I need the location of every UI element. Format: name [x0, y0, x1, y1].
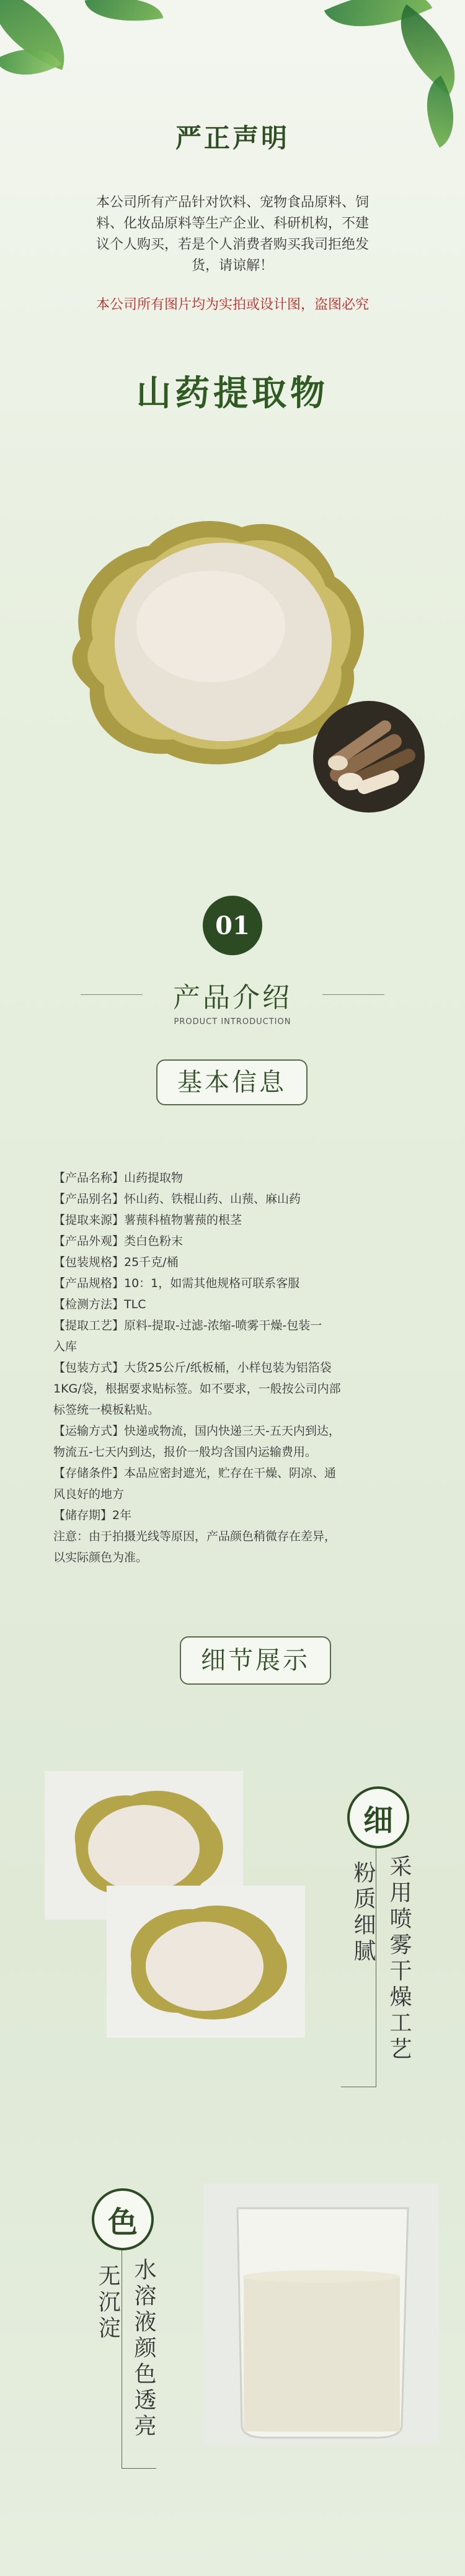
info-line: 【储存期】2年 [53, 1509, 132, 1522]
info-line: 【产品规格】10：1，如需其他规格可联系客服 [53, 1277, 300, 1290]
info-line: 【提取来源】薯蓣科植物薯蓣的根茎 [53, 1213, 242, 1227]
detail-tag: 细节展示 [180, 1636, 331, 1685]
info-line: 【运输方式】快递或物流，国内快递三天-五天内到达， [53, 1424, 340, 1438]
fine-icon: 细 [347, 1786, 409, 1848]
section-subtitle: PRODUCT INTRODUCTION [174, 1017, 291, 1027]
color-feature-text: 无沉淀 [95, 2264, 120, 2342]
info-line: 【产品外观】类白色粉末 [53, 1234, 184, 1248]
color-feature-text: 水溶液颜色透亮 [131, 2258, 156, 2440]
notice-line: 本公司所有产品针对饮料、宠物食品原料、饲 [95, 195, 369, 210]
color-icon: 色 [92, 2188, 154, 2250]
info-line: 注意：由于拍摄光线等原因，产品颜色稍微存在差异， [53, 1530, 337, 1543]
info-line: 【产品别名】怀山药、铁棍山药、山蓣、麻山药 [53, 1192, 301, 1206]
section-title: 产品介绍 [173, 982, 292, 1014]
info-line: 1KG/袋，根据要求贴标签。如不要求，一般按公司内部 [53, 1382, 341, 1396]
callout-line [122, 2468, 156, 2469]
detail-photo-2 [107, 1886, 305, 2038]
section-number-badge: 01 [203, 896, 262, 955]
info-line: 【存储条件】本品应密封遮光，贮存在干燥、阴凉、通 [53, 1466, 337, 1480]
info-line: 风良好的地方 [53, 1487, 125, 1501]
notice-line: 货，请谅解！ [191, 258, 273, 274]
notice-line: 料、化妆品原料等生产企业、科研机构，不建 [95, 216, 369, 231]
info-line: 以实际颜色为准。 [53, 1551, 148, 1564]
info-line: 物流五-七天内到达，报价一般均含国内运输费用。 [53, 1445, 317, 1459]
yam-root-image [313, 701, 425, 813]
info-line: 【检测方法】TLC [53, 1298, 146, 1311]
info-line: 【包装方式】大货25公斤/纸板桶，小样包装为铝箔袋 [53, 1361, 332, 1375]
info-line: 入库 [53, 1340, 78, 1353]
info-line: 【包装规格】25千克/桶 [53, 1255, 179, 1269]
notice-text [56, 192, 409, 277]
notice-title: 严正声明 [175, 123, 290, 153]
product-title: 山药提取物 [136, 373, 329, 414]
beaker-photo [203, 2183, 439, 2444]
info-line: 【产品名称】山药提取物 [53, 1171, 184, 1185]
notice-line: 议个人购买，若是个人消费者购买我司拒绝发 [95, 237, 369, 252]
basic-info-tag: 基本信息 [156, 1059, 308, 1105]
leaf-decoration [85, 0, 164, 31]
info-line: 【提取工艺】原料-提取-过滤-浓缩-喷雾干燥-包装一 [53, 1319, 322, 1332]
fine-feature-text: 采用喷雾干燥工艺 [386, 1855, 412, 2063]
product-info-list [53, 1167, 419, 1568]
info-line: 标签统一模板粘贴。 [53, 1403, 160, 1417]
fine-feature-text: 粉质细腻 [350, 1861, 376, 1965]
copyright-warning: 本公司所有图片均为实拍或设计图，盗图必究 [95, 297, 369, 313]
